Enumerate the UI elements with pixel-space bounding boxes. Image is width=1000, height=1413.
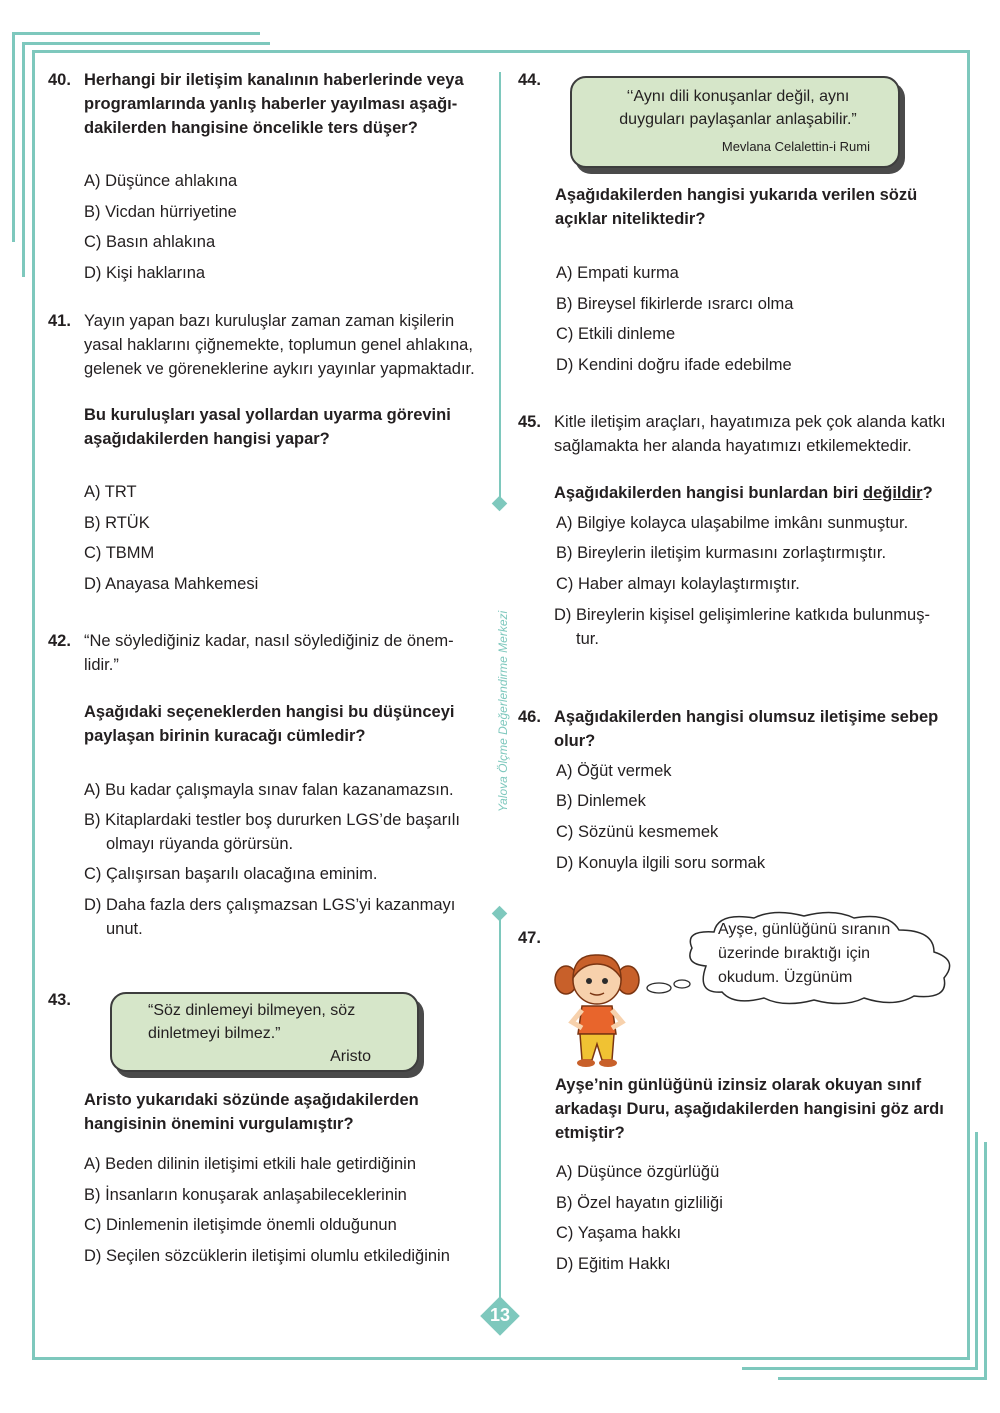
q46-option-d[interactable]: D) Konuyla ilgili soru sormak: [556, 854, 766, 872]
q44-quote-box: [570, 76, 900, 168]
frame-outer-top: [12, 32, 260, 35]
q42-option-a[interactable]: A) Bu kadar çalışmayla sınav falan kazanamazsın.: [84, 781, 454, 799]
question-number: 43.: [48, 991, 71, 1009]
question-stem: Aşağıdakilerden hangisi olumsuz iletişime sebep olur?: [554, 708, 939, 750]
question-stem: Herhangi bir iletişim kanalının haberlerinde veya programlarında yanlış haberler yayılması aşağı- dakilerden hangisine öncelikle ters düşer?: [84, 71, 464, 137]
frame-br-outer-bottom: [778, 1377, 987, 1380]
quote-text: ‘‘Aynı dili konuşanlar değil, aynı duyguları paylaşanlar anlaşabilir.”: [619, 88, 857, 128]
question-number: 46.: [518, 708, 541, 726]
q44-option-c[interactable]: C) Etkili dinleme: [556, 325, 676, 343]
q41-option-b[interactable]: B) RTÜK: [84, 514, 150, 532]
q43-quote-box: [110, 992, 419, 1072]
question-stem-pre: Aşağıdakilerden hangisi bunlardan biri: [554, 484, 863, 502]
question-number: 47.: [518, 929, 541, 947]
question-intro: “Ne söylediğiniz kadar, nasıl söylediğiniz de önem- lidir.”: [84, 632, 454, 674]
q45-option-d[interactable]: D) Bireylerin kişisel gelişimlerine katkıda bulunmuş- tur.: [554, 606, 930, 648]
q40-option-b[interactable]: B) Vicdan hürriyetine: [84, 203, 237, 221]
q43-option-b[interactable]: B) İnsanların konuşarak anlaşabileceklerinin: [84, 1186, 407, 1204]
q41-option-a[interactable]: A) TRT: [84, 483, 137, 501]
q42-option-c[interactable]: C) Çalışırsan başarılı olacağına eminim.: [84, 865, 378, 883]
question-stem: Bu kuruluşları yasal yollardan uyarma görevini aşağıdakilerden hangisi yapar?: [84, 406, 451, 448]
question-intro: Kitle iletişim araçları, hayatımıza pek çok alanda katkı sağlamakta her alanda hayatımızı etkilemektedir.: [554, 413, 946, 455]
question-stem: Aşağıdaki seçeneklerden hangisi bu düşünceyi paylaşan birinin kuracağı cümledir?: [84, 703, 455, 745]
thought-bubble-text: Ayşe, günlüğünü sıranın üzerinde bıraktığı için okudum. Üzgünüm: [718, 921, 891, 986]
q40-option-d[interactable]: D) Kişi haklarına: [84, 264, 206, 282]
question-47-number: [518, 926, 541, 950]
column-divider-bottom: [499, 912, 501, 1302]
quote-text: “Söz dinlemeyi bilmeyen, söz dinletmeyi bilmez.”: [148, 1002, 356, 1042]
frame-mid-top: [22, 42, 270, 45]
q41-option-d[interactable]: D) Anayasa Mahkemesi: [84, 575, 259, 593]
watermark-text: Yalova Ölçme Değerlendirme Merkezi: [496, 610, 510, 812]
frame-mid-left: [22, 42, 25, 277]
frame-right: [967, 50, 970, 1360]
q43-option-a[interactable]: A) Beden dilinin iletişimi etkili hale getirdiğinin: [84, 1155, 416, 1173]
question-number: 42.: [48, 632, 71, 650]
girl-illustration: [552, 950, 642, 1072]
q43-question-stem: Aristo yukarıdaki sözünde aşağıdakilerden hangisinin önemini vurgulamıştır?: [84, 1091, 419, 1133]
q45-option-b[interactable]: B) Bireylerin iletişim kurmasını zorlaştırmıştır.: [556, 544, 887, 562]
question-intro: Yayın yapan bazı kuruluşlar zaman zaman kişilerin yasal haklarını çiğnemekte, toplumun genel ahlakına, gelenek ve göreneklerine aykırı yayınlar yapmaktadır.: [84, 312, 475, 378]
q44-question-stem: Aşağıdakilerden hangisi yukarıda verilen sözü açıklar niteliktedir?: [555, 186, 918, 228]
question-stem-post: ?: [922, 484, 933, 502]
q40-option-c[interactable]: C) Basın ahlakına: [84, 233, 216, 251]
q47-option-c[interactable]: C) Yaşama hakkı: [556, 1224, 682, 1242]
frame-br-outer-right: [984, 1142, 987, 1380]
quote-author: Mevlana Celalettin-i Rumi: [721, 139, 870, 154]
frame-br-inner-bottom: [742, 1367, 978, 1370]
page-number: 13: [489, 1305, 511, 1325]
q42-option-d[interactable]: D) Daha fazla ders çalışmazsan LGS’yi kazanmayı unut.: [84, 896, 456, 938]
q46-option-a[interactable]: A) Öğüt vermek: [556, 762, 672, 780]
q43-option-d[interactable]: D) Seçilen sözcüklerin iletişimi olumlu etkilediğinin: [84, 1247, 450, 1265]
frame-top: [32, 50, 970, 53]
q41-option-c[interactable]: C) TBMM: [84, 544, 155, 562]
question-43-number: [48, 988, 71, 1012]
divider-diamond-1: [492, 496, 508, 512]
q42-option-b[interactable]: B) Kitaplardaki testler boş dururken LGS’de başarılı olmayı rüyanda görürsün.: [84, 811, 461, 853]
q45-option-c[interactable]: C) Haber almayı kolaylaştırmıştır.: [556, 575, 800, 593]
q47-option-d[interactable]: D) Eğitim Hakkı: [556, 1255, 671, 1273]
q47-option-a[interactable]: A) Düşünce özgürlüğü: [556, 1163, 720, 1181]
q44-option-b[interactable]: B) Bireysel fikirlerde ısrarcı olma: [556, 295, 794, 313]
question-number: 45.: [518, 413, 541, 431]
q44-option-d[interactable]: D) Kendini doğru ifade edebilme: [556, 356, 792, 374]
q46-option-b[interactable]: B) Dinlemek: [556, 792, 646, 810]
negation-word: değildir: [862, 484, 923, 502]
frame-outer-left: [12, 32, 15, 242]
column-divider-top: [499, 72, 501, 500]
frame-br-inner-right: [975, 1132, 978, 1370]
q40-option-a[interactable]: A) Düşünce ahlakına: [84, 172, 238, 190]
question-number: 41.: [48, 312, 71, 330]
question-number: 44.: [518, 71, 541, 89]
q44-option-a[interactable]: A) Empati kurma: [556, 264, 679, 282]
question-44-number: [518, 68, 541, 92]
q47-option-b[interactable]: B) Özel hayatın gizliliği: [556, 1194, 723, 1212]
frame-left: [32, 50, 35, 1360]
frame-bottom: [32, 1357, 970, 1360]
q46-option-c[interactable]: C) Sözünü kesmemek: [556, 823, 719, 841]
q43-option-c[interactable]: C) Dinlemenin iletişimde önemli olduğunun: [84, 1216, 397, 1234]
divider-diamond-2: [492, 906, 508, 922]
question-number: 40.: [48, 71, 71, 89]
q47-question-stem: Ayşe’nin günlüğünü izinsiz olarak okuyan sınıf arkadaşı Duru, aşağıdakilerden hangisini göz ardı etmiştir?: [555, 1076, 944, 1142]
q45-option-a[interactable]: A) Bilgiye kolayca ulaşabilme imkânı sunmuştur.: [556, 514, 909, 532]
quote-author: Aristo: [330, 1048, 371, 1065]
question-stem: [554, 481, 958, 505]
